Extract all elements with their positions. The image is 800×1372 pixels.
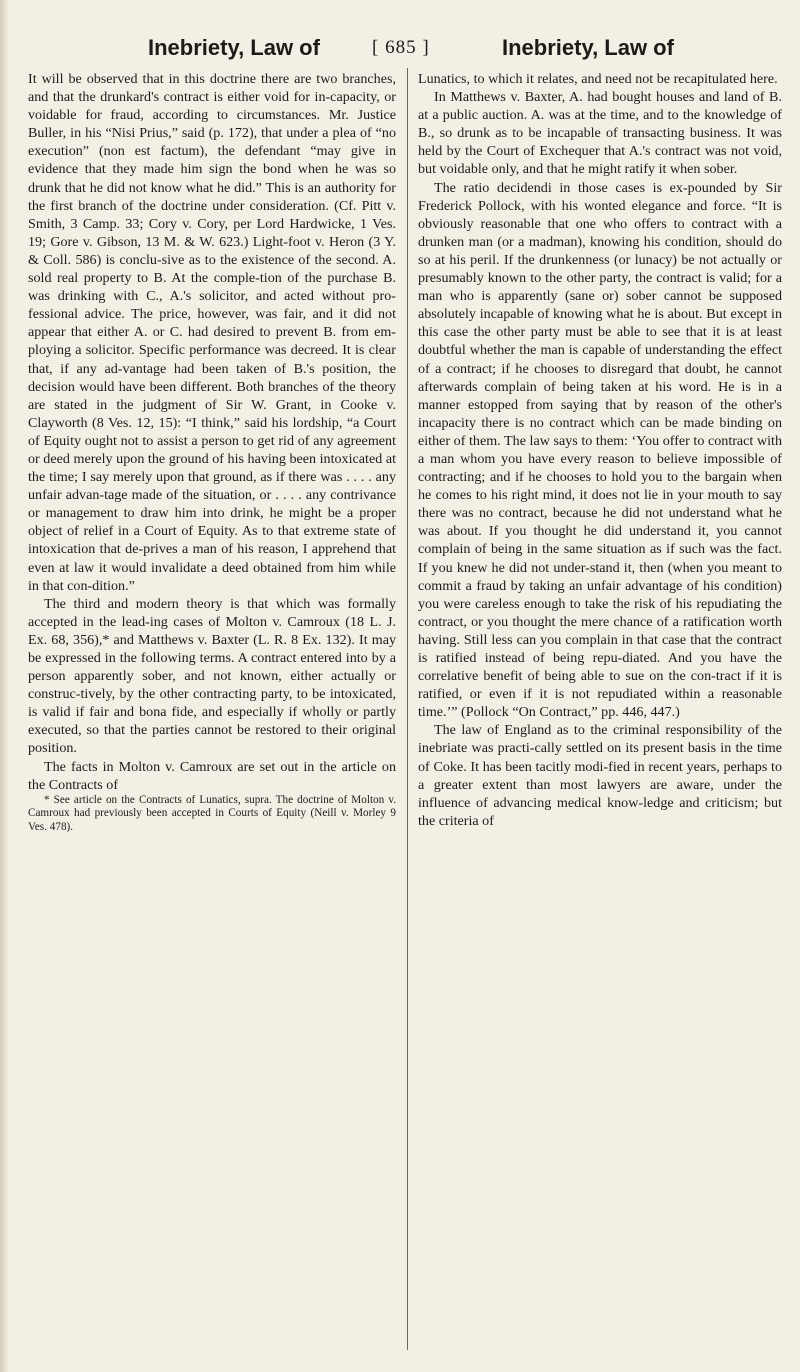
left-paragraph-2: The third and modern theory is that which was formally accepted in the lead-ing cases of Molton v. Camroux (18 L. J. Ex. 68, 356),* and Matthews v. Baxter (L. R. 8 Ex. 132). It may be expressed in the following terms. A contract entered into by a person apparently sober, and not known, either actually or construc-tively, by the other contracting party, to be intoxicated, is valid if fair and bona fide, and especially if wholly or partly executed, so that the parties cannot be restored to their original position. <box>28 595 396 757</box>
right-column <box>418 70 782 830</box>
page-edge-shadow <box>0 0 8 1372</box>
left-paragraph-1: It will be observed that in this doctrine there are two branches, and that the drunkard's contract is either void for in-capacity, or voidable for fraud, according to circumstances. Mr. Justice Buller, in his “Nisi Prius,” said (p. 172), that under a plea of “no execution” (non est factum), the defendant “may give in evidence that they made him sign the bond when he was so drunk that he did not know what he did.” This is an authority for the first branch of the doctrine under consideration. (Cf. Pitt v. Smith, 3 Camp. 33; Cory v. Cory, per Lord Hardwicke, 1 Ves. 19; Gore v. Gibson, 13 M. & W. 623.) Light-foot v. Heron (3 Y. & Coll. 586) is conclu-sive as to the existence of the second. A. sold real property to B. At the comple-tion of the purchase B. was drinking with C., A.'s solicitor, and acted without pro-fessional advice. The price, however, was fair, and it did not appear that either A. or C. had desired to prevent B. from em-ploying a solicitor. Specific performance was decreed. It is clear that, if any ad-vantage had been taken of B.'s position, the decision would have been different. Both branches of the theory are stated in the judgment of Sir W. Grant, in Cooke v. Clayworth (8 Ves. 12, 15): “I think,” said his lordship, “a Court of Equity ought not to assist a person to get rid of any agreement or deed merely upon the ground of his having been intoxicated at the time; I say merely upon that ground, as if there was . . . . any unfair advan-tage made of the situation, or . . . . any contrivance or management to draw him into drink, he might be a proper object of relief in a Court of Equity. As to that extreme state of intoxication that de-prives a man of his reason, I apprehend that even at law it would invalidate a deed obtained from him while in that con-dition.” <box>28 71 396 594</box>
header-right-title: Inebriety, Law of <box>502 35 674 60</box>
page-number: [ 685 ] <box>372 37 430 58</box>
left-column <box>28 70 396 835</box>
right-paragraph-3: The ratio decidendi in those cases is ex-pounded by Sir Frederick Pollock, with his wonted elegance and force. “It is obviously reasonable that one who offers to contract with a drunken man (or a madman), knowing his condition, should do so at his peril. If the drunkenness (or lunacy) be not actually or presumably known to the other party, the contract is valid; for a man who is apparently (sane or) sober cannot be supposed absolutely incapable of knowing what he is about. But except in this case the other party must be able to see that it is at least doubtful whether the man is capable of understanding the effect of a contract; if he chooses to disregard that doubt, he cannot afterwards complain of being taken at his word. He is in a manner estopped from saying that by reason of the other's incapacity there is no contract which can be made binding on either of them. The law says to them: ‘You offer to contract with a man whom you have every reason to believe impossible of contracting; and if he chooses to hold you to the bargain when he comes to his right mind, it does not lie in your mouth to say there was no contract, because he did not understand what he was about. If you thought he did understand it, you cannot complain of being in the same situation as if such was the fact. If you knew he did not under-stand it, then (when you meant to commit a fraud by taking an unfair advantage of his condition) you were careless enough to take the risk of his repudiating the contract, or you thought the mere chance of a ratification worth having. Still less can you complain in that case that the contract is ratified instead of being repu-diated. And you have the correlative benefit of being able to sue on the con-tract if it is ratified, or even if it is not repudiated within a reasonable time.’” (Pollock “On Contract,” pp. 446, 447.) <box>418 179 782 721</box>
right-paragraph-1: Lunatics, to which it relates, and need not be recapitulated here. <box>418 71 778 87</box>
right-paragraph-4: The law of England as to the criminal responsibility of the inebriate was practi-cally settled on its present basis in the time of Coke. It has been tacitly modi-fied in recent years, perhaps to a greater extent than most lawyers are aware, under the influence of advancing medical know-ledge and criticism; but the criteria of <box>418 722 782 829</box>
left-paragraph-3: The facts in Molton v. Camroux are set out in the article on the Contracts of <box>28 758 396 793</box>
footnote: * See article on the Contracts of Lunatics, supra. The doctrine of Molton v. Camroux had previously been accepted in Courts of Equity (Neill v. Morley 9 Ves. 478). <box>28 793 396 833</box>
running-header <box>148 32 708 64</box>
column-divider <box>407 68 408 1350</box>
right-paragraph-2: In Matthews v. Baxter, A. had bought houses and land of B. at a public auction. A. was at the time, and to the knowledge of B., so drunk as to be incapable of transacting business. It was held by the Court of Exchequer that A.'s contract was not void, but voidable only, and that he might ratify it when sober. <box>418 89 782 178</box>
header-left-title: Inebriety, Law of <box>148 35 320 60</box>
